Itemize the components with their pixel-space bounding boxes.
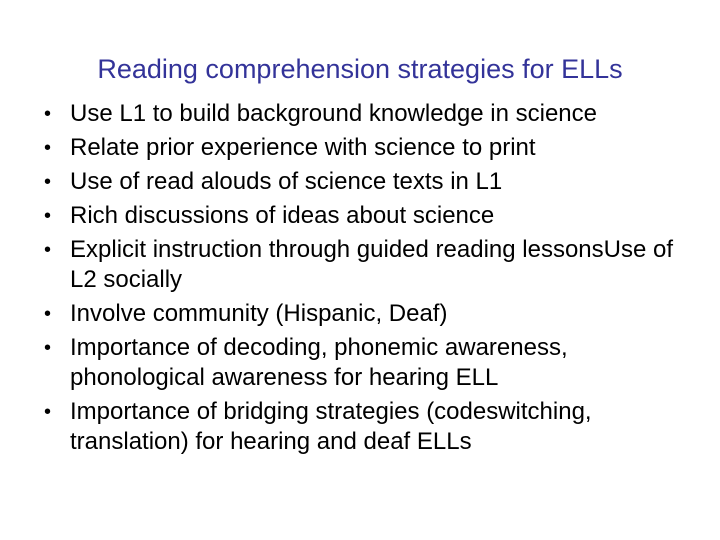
bullet-item [44, 167, 704, 197]
bullet-text: Rich discussions of ideas about science [70, 202, 495, 229]
bullet-icon: • [44, 239, 52, 261]
bullet-text: Relate prior experience with science to print [70, 134, 536, 161]
bullet-icon: • [44, 103, 52, 125]
bullet-text: Involve community (Hispanic, Deaf) [70, 300, 448, 327]
bullet-item [44, 397, 704, 457]
bullet-icon: • [44, 171, 52, 193]
bullet-item [44, 235, 704, 295]
slide-title: Reading comprehension strategies for ELLs [97, 54, 623, 84]
bullet-icon: • [44, 337, 52, 359]
bullet-icon: • [44, 205, 52, 227]
bullet-item [44, 99, 704, 129]
bullet-text: Explicit instruction through guided reading lessonsUse of L2 socially [70, 236, 674, 293]
bullet-text: Use L1 to build background knowledge in science [70, 100, 598, 127]
bullet-item [44, 299, 704, 329]
bullet-text: Importance of decoding, phonemic awareness, phonological awareness for hearing ELL [70, 334, 568, 391]
bullet-item [44, 333, 704, 393]
bullet-list [44, 99, 704, 461]
bullet-text: Use of read alouds of science texts in L1 [70, 168, 503, 195]
bullet-item [44, 133, 704, 163]
bullet-icon: • [44, 401, 52, 423]
bullet-item [44, 201, 704, 231]
bullet-icon: • [44, 137, 52, 159]
bullet-icon: • [44, 303, 52, 325]
bullet-text: Importance of bridging strategies (codeswitching, translation) for hearing and deaf ELLs [70, 398, 592, 455]
